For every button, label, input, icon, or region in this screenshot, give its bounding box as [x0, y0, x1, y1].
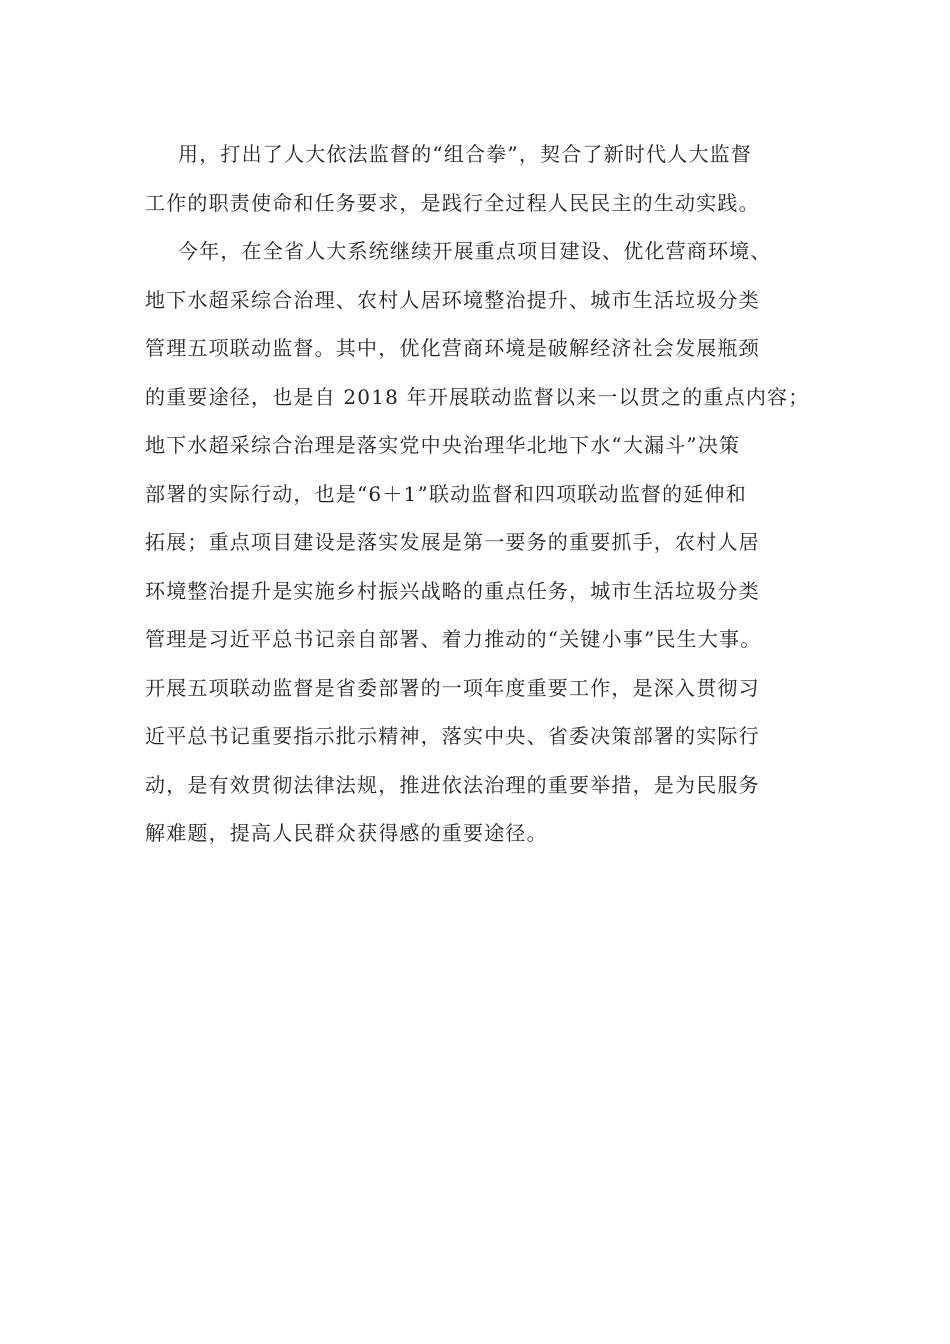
- text-line: 管理是习近平总书记亲自部署、着力推动的“关键小事”民生大事。: [145, 627, 762, 651]
- text-line: 部署的实际行动，也是“6＋1”联动监督和四项联动监督的延伸和: [145, 481, 747, 506]
- text-line: 今年，在全省人大系统继续开展重点项目建设、优化营商环境、: [178, 239, 772, 263]
- text-line: 管理五项联动监督。其中，优化营商环境是破解经济社会发展瓶颈: [145, 336, 760, 360]
- text-line: 用，打出了人大依法监督的“组合拳”，契合了新时代人大监督: [178, 142, 753, 166]
- text-line: 开展五项联动监督是省委部署的一项年度重要工作，是深入贯彻习: [145, 675, 760, 700]
- text-line: 近平总书记重要指示批示精神，落实中央、省委决策部署的实际行: [145, 724, 760, 748]
- text-line: 动，是有效贯彻法律法规，推进依法治理的重要举措，是为民服务: [145, 772, 760, 797]
- text-line: 地下水超采综合治理、农村人居环境整治提升、城市生活垃圾分类: [145, 287, 760, 312]
- text-line: 拓展；重点项目建设是落实发展是第一要务的重要抓手，农村人居: [145, 530, 760, 554]
- text-line: 地下水超采综合治理是落实党中央治理华北地下水“大漏斗”决策: [145, 433, 741, 457]
- text-line: 环境整治提升是实施乡村振兴战略的重点任务，城市生活垃圾分类: [145, 578, 760, 603]
- text-line: 解难题，提高人民群众获得感的重要途径。: [145, 821, 548, 845]
- text-line: 工作的职责使命和任务要求，是践行全过程人民民主的生动实践。: [145, 190, 760, 215]
- body-text: [145, 130, 810, 858]
- text-line: 的重要途径，也是自 2018 年开展联动监督以来一以贯之的重点内容；: [145, 384, 810, 409]
